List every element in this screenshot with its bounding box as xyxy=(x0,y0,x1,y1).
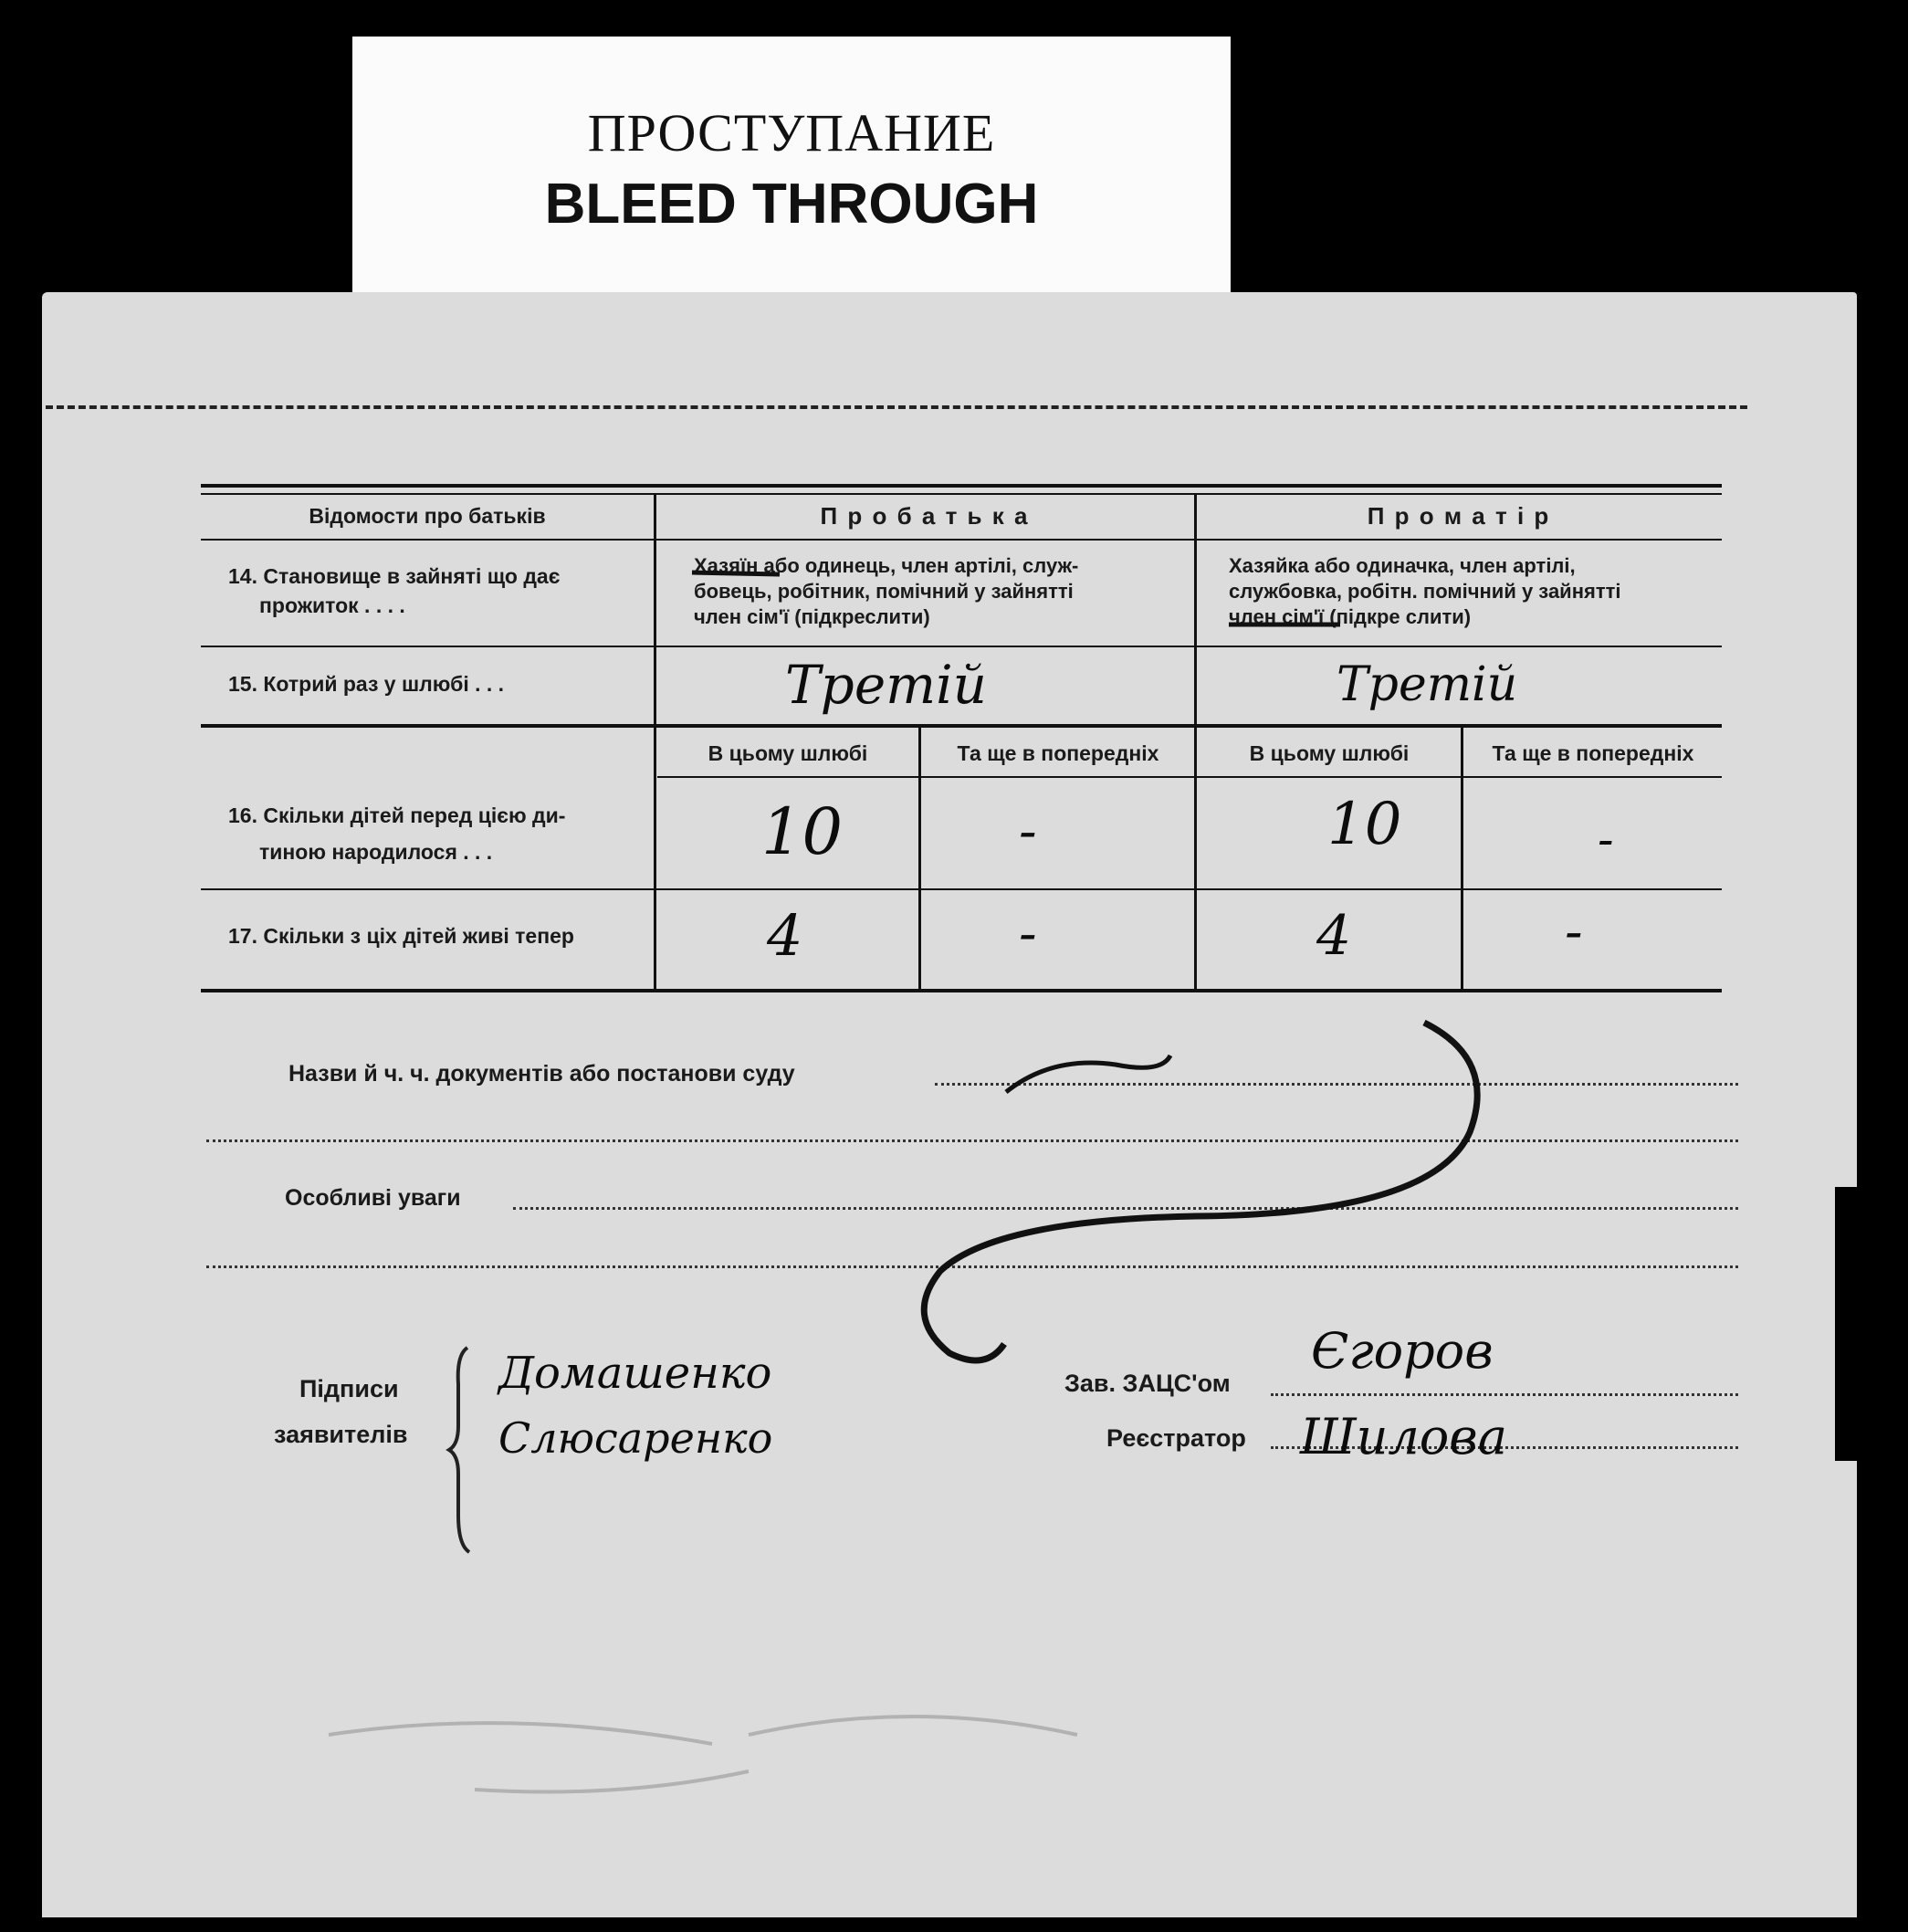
row17-father-current-handwritten: 4 xyxy=(767,902,803,969)
row14-label-line2: прожиток . . . . xyxy=(259,593,405,617)
father-previous-marriages-header: Та ще в попередніх xyxy=(957,741,1159,765)
label-card-english-text: BLEED THROUGH xyxy=(544,173,1039,236)
sheet-edge-tear xyxy=(1835,1187,1857,1461)
handwritten-stroke-small xyxy=(1006,1055,1170,1092)
applicants-signatures-label-line1: Підписи xyxy=(299,1375,399,1402)
row16-label-line2: тиною народилося . . . xyxy=(259,840,493,864)
row14-father-line3: член сім'ї (підкреслити) xyxy=(694,605,930,628)
row15-label: 15. Котрий раз у шлюбі . . . xyxy=(228,672,505,696)
remarks-label: Особливі уваги xyxy=(285,1185,461,1211)
row14-mother-line3: член сім'ї (підкре слити) xyxy=(1229,605,1472,628)
handwritten-flourish xyxy=(924,1023,1477,1360)
applicants-brace xyxy=(449,1348,469,1552)
row17-label: 17. Скільки з ціх дітей живі тепер xyxy=(228,924,574,948)
row16-father-previous-handwritten: - xyxy=(1019,800,1037,862)
row16-label-line1: 16. Скільки дітей перед цією ди- xyxy=(228,803,566,827)
row15-mother-handwritten: Третій xyxy=(1337,657,1518,712)
row17-mother-current-handwritten: 4 xyxy=(1316,904,1352,968)
row17-father-previous-handwritten: - xyxy=(1019,902,1037,964)
head-of-registry-label: Зав. ЗАЦС'ом xyxy=(1064,1370,1231,1397)
header-parents-info: Відомости про батьків xyxy=(309,504,546,528)
applicants-signatures-label-line2: заявителів xyxy=(274,1421,408,1448)
registrar-signature: Шилова xyxy=(1300,1408,1507,1465)
applicant-1-signature: Домашенко xyxy=(498,1348,772,1399)
label-card-russian-text: ПРОСТУПАНИЕ xyxy=(587,103,996,163)
head-of-registry-signature: Єгоров xyxy=(1311,1322,1494,1380)
documents-label: Назви й ч. ч. документів або постанови суду xyxy=(288,1061,795,1087)
applicant-2-signature: Слюсаренко xyxy=(498,1413,773,1463)
row14-mother-line1: Хазяйка або одиначка, член артілі, xyxy=(1229,554,1576,577)
registrar-label: Реєстратор xyxy=(1106,1424,1246,1452)
row15-father-handwritten: Третій xyxy=(785,654,988,716)
row16-mother-previous-handwritten: - xyxy=(1598,813,1614,867)
father-current-marriage-header: В цьому шлюбі xyxy=(708,741,868,765)
row16-mother-current-handwritten: 10 xyxy=(1327,791,1402,858)
header-about-mother: П р о м а т і р xyxy=(1367,502,1551,530)
father-selection-underline xyxy=(692,572,780,574)
header-about-father: П р о б а т ь к а xyxy=(820,502,1030,530)
mother-previous-marriages-header: Та ще в попередніх xyxy=(1492,741,1694,765)
bleed-through-strokes xyxy=(329,1717,1077,1792)
row14-label-line1: 14. Становище в зайняті що дає xyxy=(228,564,561,588)
row14-father-line2: бовець, робітник, помічний у зайнятті xyxy=(694,580,1074,603)
row14-mother-line2: службовка, робітн. помічний у зайнятті xyxy=(1229,580,1621,603)
row14-father-line1: Хазяїн або одинець, член артілі, служ- xyxy=(694,554,1079,577)
row16-father-current-handwritten: 10 xyxy=(761,794,844,869)
row17-mother-previous-handwritten: - xyxy=(1565,900,1583,962)
mother-current-marriage-header: В цьому шлюбі xyxy=(1249,741,1410,765)
